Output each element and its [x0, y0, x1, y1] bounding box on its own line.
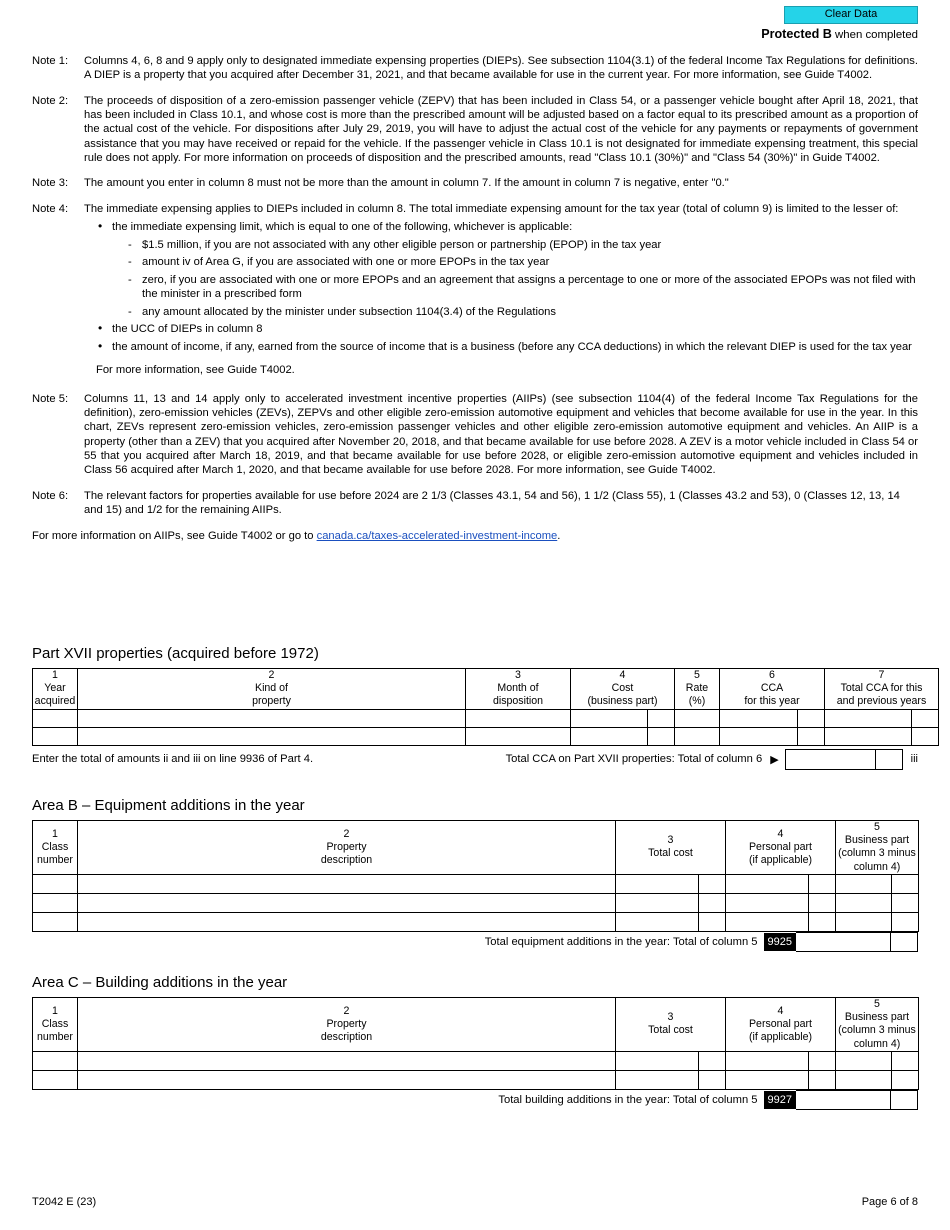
cents-divider	[808, 1052, 809, 1070]
note-4-sub-2: - amount iv of Area G, if you are associated with one or more EPOPs in the tax year	[128, 255, 918, 270]
area-c-total-input[interactable]	[796, 1090, 918, 1110]
part-xvii-cell-rate[interactable]	[675, 727, 720, 745]
area-c-cell-class[interactable]	[33, 1070, 78, 1089]
area-c-col-5	[836, 998, 919, 1052]
aiip-info-suffix: .	[557, 530, 561, 543]
note-3-label: Note 3:	[32, 177, 69, 190]
col-label-line: Rate	[685, 682, 709, 695]
note-4-bullet-1	[98, 220, 918, 319]
col-label-line: Business part	[844, 1011, 910, 1024]
part-xvii-col-7	[825, 669, 939, 710]
table-row[interactable]	[33, 1051, 919, 1070]
area-b-section	[32, 797, 918, 952]
part-xvii-cell-cca[interactable]	[720, 709, 825, 727]
note-4-body	[84, 202, 918, 378]
col-label-line: column 4)	[853, 860, 901, 873]
part-xvii-cell-year[interactable]	[33, 727, 78, 745]
area-c-cell-description[interactable]	[78, 1051, 616, 1070]
area-b-cell-personal-part[interactable]	[726, 874, 836, 893]
notes-section	[32, 54, 918, 544]
form-id: T2042 E (23)	[32, 1196, 97, 1208]
note-1-label: Note 1:	[32, 55, 69, 67]
col-label-line: Kind of	[255, 682, 288, 695]
cents-divider	[808, 894, 809, 912]
part-xvii-col-1	[33, 669, 78, 710]
col-label-line: number	[37, 1031, 73, 1044]
note-5-label: Note 5:	[32, 392, 69, 405]
cents-divider	[911, 728, 912, 745]
col-number: 4	[619, 669, 626, 681]
part-xvii-table	[32, 668, 939, 746]
cents-divider	[891, 1052, 892, 1070]
note-4-text: The immediate expensing applies to DIEPs included in column 8. The total immediate expensing amount for the tax year (total of column 9) is limited to the lesser of:	[84, 202, 899, 215]
note-2-text: The proceeds of disposition of a zero-emission passenger vehicle (ZEPV) that has been included in Class 54, or a passenger vehicle bought after April 18, 2021, that has been included in Class 10.1, and whose cost is more than the prescribed amount will be adjusted based on a factor equal to its prescribed amount as a proportion of the actual cost of the vehicle. For dispositions after July 29, 2019, you will have to adjust the actual cost of the vehicle for any payments or repayments of government assistance that you may have received or repaid for the vehicle. If the passenger vehicle in Class 10.1 is not designated for immediate expensing treatment, this special rule does not apply. For more information on proceeds of disposition and the prescribed amounts, read "Class 10.1 (30%)" and "Class 54 (30%)" in Guide T4002.	[84, 94, 918, 164]
cents-divider	[890, 933, 891, 951]
col-number: 5	[694, 669, 700, 681]
col-label-line: column 4)	[853, 1037, 901, 1050]
part-xvii-cell-month[interactable]	[466, 709, 571, 727]
area-b-cell-description[interactable]	[78, 893, 616, 912]
area-c-total-label: Total building additions in the year: Total of column 5	[498, 1093, 758, 1106]
part-xvii-cell-cost[interactable]	[571, 709, 675, 727]
note-1-text: Columns 4, 6, 8 and 9 apply only to designated immediate expensing properties (DIEPs). See subsection 1104(3.1) of the federal Income Tax Regulations for definitions. A DIEP is a property that you acquired after December 31, 2021, and that became available for use in the current year. For more information, see Guide T4002.	[84, 55, 918, 82]
table-row[interactable]	[33, 727, 939, 745]
part-xvii-total-row	[32, 749, 918, 770]
col-label-line: Cost	[611, 682, 634, 695]
part-xvii-col-3	[466, 669, 571, 710]
part-xvii-cell-cca[interactable]	[720, 727, 825, 745]
note-5	[32, 392, 918, 478]
col-number: 5	[874, 821, 880, 833]
col-label-line: Personal part	[748, 840, 812, 853]
protected-b-label	[761, 27, 918, 41]
area-c-cell-total-cost[interactable]	[616, 1051, 726, 1070]
area-b-cell-total-cost[interactable]	[616, 874, 726, 893]
area-b-cell-business-part[interactable]	[836, 874, 919, 893]
note-4-bullet-3: • the amount of income, if any, earned from the source of income that is a business (before any CCA deductions) in which the relevant DIEP is used for the tax year	[98, 340, 918, 355]
col-label-line: CCA	[760, 682, 784, 695]
area-b-total-code: 9925	[764, 933, 796, 951]
col-number: 4	[777, 1004, 784, 1017]
cents-divider	[891, 913, 892, 931]
col-number: 3	[515, 669, 521, 681]
cents-divider	[698, 1052, 699, 1070]
area-c-col-4	[726, 998, 836, 1052]
area-b-cell-description[interactable]	[78, 912, 616, 931]
area-b-col-3	[616, 821, 726, 875]
part-xvii-cell-cost[interactable]	[571, 727, 675, 745]
table-row[interactable]	[33, 709, 939, 727]
note-4	[32, 202, 918, 378]
part-xvii-cell-kind[interactable]	[78, 709, 466, 727]
col-label-line: Class	[41, 1017, 69, 1030]
page-footer	[32, 1196, 918, 1208]
col-label-line: acquired	[34, 695, 76, 708]
part-xvii-total-label: Total CCA on Part XVII properties: Total of column 6	[505, 753, 763, 766]
page-number: Page 6 of 8	[861, 1196, 918, 1208]
col-label-line: and previous years	[836, 695, 927, 708]
area-b-cell-business-part[interactable]	[836, 893, 919, 912]
aiip-info-prefix: For more information on AIIPs, see Guide T4002 or go to	[32, 530, 317, 543]
col-label-line: for this year	[744, 695, 800, 708]
col-number: 2	[343, 827, 350, 840]
part-xvii-col-6	[720, 669, 825, 710]
note-2-label: Note 2:	[32, 94, 69, 107]
area-c-cell-total-cost[interactable]	[616, 1070, 726, 1089]
cents-divider	[808, 1071, 809, 1089]
part-xvii-cell-rate[interactable]	[675, 709, 720, 727]
note-4-sub-1: - $1.5 million, if you are not associated with any other eligible person or partnership (EPOP) in the tax year	[128, 238, 918, 253]
area-b-cell-total-cost[interactable]	[616, 912, 726, 931]
protected-b-text: Protected B	[761, 27, 832, 41]
note-4-bullet-2: • the UCC of DIEPs in column 8	[98, 322, 918, 337]
arrow-icon: ▶	[770, 753, 779, 766]
col-number: 3	[667, 1011, 674, 1024]
col-label-line: Property	[326, 840, 367, 853]
note-4-label: Note 4:	[32, 202, 69, 215]
col-label-line: Total CCA for this	[840, 682, 923, 695]
cents-divider	[911, 710, 912, 727]
area-b-total-row	[32, 932, 918, 952]
area-c-total-row	[32, 1090, 918, 1110]
cents-divider	[698, 913, 699, 931]
cents-divider	[891, 1071, 892, 1089]
area-c-section	[32, 974, 918, 1110]
col-label-line: Total cost	[648, 1024, 693, 1037]
part-xvii-title: Part XVII properties (acquired before 1972)	[32, 645, 319, 662]
col-number: 6	[769, 669, 775, 681]
col-label-line: Class	[41, 840, 69, 853]
note-2	[32, 94, 918, 166]
area-c-cell-class[interactable]	[33, 1051, 78, 1070]
area-b-col-4	[726, 821, 836, 875]
col-label-line: Year	[44, 682, 66, 695]
area-b-cell-personal-part[interactable]	[726, 893, 836, 912]
note-3	[32, 176, 918, 190]
part-xvii-cell-kind[interactable]	[78, 727, 466, 745]
area-b-col-1	[33, 821, 78, 875]
part-xvii-header-row	[33, 669, 939, 710]
note-4-bullet-list	[84, 220, 918, 355]
note-5-text: Columns 11, 13 and 14 apply only to accelerated investment incentive properties (AIIPs) (see subsection 1104(4) of the federal Income Tax Regulations for the definition), zero-emission vehicles (ZEVs), ZEPVs and other eligible zero-emission automotive equipment and vehicles that become available for use in the year. In this chart, ZEVs represent zero-emission vehicles, zero-emission passenger vehicles and other eligible zero-emission automotive equipment and vehicles. An AIIP is a property (other than a ZEV) that you acquired after November 20, 2018, and that became available for use before 2028. A ZEV is a motor vehicle included in Class 54 or 55 that you acquired after March 18, 2019, and that became available for use before 2028, or eligible zero-emission automotive equipment and vehicles included in Class 56 acquired after March 1, 2020, and that became available for use before 2028. For more information, see Guide T4002.	[84, 392, 918, 477]
col-label-line: description	[320, 854, 373, 867]
col-label-line: description	[320, 1031, 373, 1044]
area-b-col-2	[78, 821, 616, 875]
part-xvii-section	[32, 645, 927, 770]
part-xvii-col-2	[78, 669, 466, 710]
col-number: 1	[52, 1004, 58, 1017]
table-row[interactable]	[33, 874, 919, 893]
col-label-line: Total cost	[648, 847, 693, 860]
table-row[interactable]	[33, 1070, 919, 1089]
col-number: 1	[52, 827, 58, 840]
area-c-cell-personal-part[interactable]	[726, 1051, 836, 1070]
cents-divider	[698, 875, 699, 893]
note-4-closing: For more information, see Guide T4002.	[96, 364, 295, 377]
cents-divider	[698, 1071, 699, 1089]
area-c-cell-description[interactable]	[78, 1070, 616, 1089]
clear-data-button[interactable]: Clear Data	[784, 6, 918, 24]
col-label-line: Business part	[844, 834, 910, 847]
area-c-total-code: 9927	[764, 1091, 796, 1109]
area-b-cell-class[interactable]	[33, 874, 78, 893]
area-b-header-row	[33, 821, 919, 875]
note-4-sub-4: - any amount allocated by the minister under subsection 1104(3.4) of the Regulations	[128, 305, 918, 320]
part-xvii-col-4	[571, 669, 675, 710]
note-3-text: The amount you enter in column 8 must not be more than the amount in column 7. If the amount in column 7 is negative, enter "0."	[84, 177, 729, 190]
area-b-cell-class[interactable]	[33, 912, 78, 931]
col-label-line: (%)	[688, 695, 706, 708]
part-xvii-cell-total-cca[interactable]	[825, 727, 939, 745]
part-xvii-cell-year[interactable]	[33, 709, 78, 727]
part-xvii-cell-total-cca[interactable]	[825, 709, 939, 727]
table-row[interactable]	[33, 912, 919, 931]
area-b-cell-business-part[interactable]	[836, 912, 919, 931]
col-label-line: property	[252, 695, 291, 708]
cents-divider	[875, 750, 876, 769]
area-b-table	[32, 820, 919, 932]
note-4-bullet-1-text: the immediate expensing limit, which is equal to one of the following, whichever is applicable:	[112, 220, 573, 233]
col-number: 4	[777, 827, 784, 840]
col-number: 5	[874, 998, 880, 1010]
area-b-col-5	[836, 821, 919, 875]
area-c-cell-business-part[interactable]	[836, 1070, 919, 1089]
area-b-total-label: Total equipment additions in the year: Total of column 5	[484, 935, 758, 948]
aiip-info-link[interactable]: canada.ca/taxes-accelerated-investment-income	[316, 530, 558, 543]
part-xvii-total-input[interactable]	[785, 749, 903, 770]
col-number: 2	[343, 1004, 350, 1017]
col-number: 7	[878, 669, 885, 681]
col-label-line: (business part)	[587, 695, 658, 708]
aiip-info-line	[32, 529, 918, 544]
area-c-cell-business-part[interactable]	[836, 1051, 919, 1070]
area-c-col-2	[78, 998, 616, 1052]
note-4-sub-list	[112, 238, 918, 320]
col-label-line: number	[37, 854, 73, 867]
col-label-line: (column 3 minus	[838, 1024, 916, 1037]
cents-divider	[647, 728, 648, 745]
area-b-total-input[interactable]	[796, 932, 918, 952]
col-label-line: (column 3 minus	[838, 847, 916, 860]
note-6-label: Note 6:	[32, 489, 69, 502]
cents-divider	[890, 1091, 891, 1109]
area-b-cell-class[interactable]	[33, 893, 78, 912]
col-label-line: Month of	[497, 682, 539, 695]
col-number: 3	[667, 834, 674, 847]
cents-divider	[891, 894, 892, 912]
table-row[interactable]	[33, 893, 919, 912]
area-b-cell-description[interactable]	[78, 874, 616, 893]
area-c-col-1	[33, 998, 78, 1052]
area-b-cell-total-cost[interactable]	[616, 893, 726, 912]
area-c-header-row	[33, 998, 919, 1052]
cents-divider	[698, 894, 699, 912]
col-number: 2	[268, 669, 275, 681]
area-b-cell-personal-part[interactable]	[726, 912, 836, 931]
area-c-cell-personal-part[interactable]	[726, 1070, 836, 1089]
area-c-title: Area C – Building additions in the year	[32, 974, 288, 991]
part-xvii-total-note: Enter the total of amounts ii and iii on line 9936 of Part 4.	[32, 753, 314, 766]
part-xvii-col-5	[675, 669, 720, 710]
cents-divider	[647, 710, 648, 727]
when-completed-text: when completed	[835, 29, 918, 41]
col-label-line: (if applicable)	[748, 1031, 812, 1044]
cents-divider	[797, 728, 798, 745]
note-4-sub-3: - zero, if you are associated with one or more EPOPs and an agreement that assigns a percentage to one or more of the associated EPOPs was not filed with the minister in a prescribed form	[128, 273, 918, 302]
col-label-line: Personal part	[748, 1017, 812, 1030]
col-number: 1	[52, 669, 58, 681]
col-label-line: disposition	[492, 695, 544, 708]
part-xvii-total-roman: iii	[910, 752, 918, 765]
note-6-text: The relevant factors for properties available for use before 2024 are 2 1/3 (Classes 43.1, 54 and 56), 1 1/2 (Class 55), 1 (Classes 43.2 and 53), 0 (Classes 12, 13, 14 and 15) and 1/2 for the remaining AIIPs.	[84, 489, 900, 517]
area-b-title: Area B – Equipment additions in the year	[32, 797, 305, 814]
col-label-line: Property	[326, 1017, 367, 1030]
cents-divider	[808, 913, 809, 931]
note-1	[32, 54, 918, 83]
area-c-table	[32, 997, 919, 1090]
cents-divider	[808, 875, 809, 893]
cents-divider	[891, 875, 892, 893]
part-xvii-cell-month[interactable]	[466, 727, 571, 745]
area-c-col-3	[616, 998, 726, 1052]
cents-divider	[797, 710, 798, 727]
col-label-line: (if applicable)	[748, 854, 812, 867]
note-6	[32, 489, 918, 518]
